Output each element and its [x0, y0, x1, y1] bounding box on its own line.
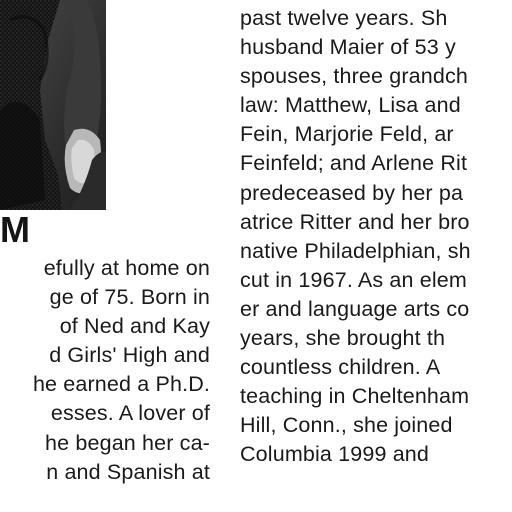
left-text-column [0, 254, 210, 487]
right-column-line: Fein, Marjorie Feld, ar [240, 122, 454, 147]
left-column-line: ge of 75. Born in [49, 285, 210, 310]
right-column-line: spouses, three grandch [240, 64, 469, 89]
right-column-line: er and language arts co [240, 296, 470, 321]
right-column-line: native Philadelphian, sh [240, 238, 471, 263]
right-column-line: past twelve years. Sh [240, 6, 448, 30]
right-column-line: law: Matthew, Lisa and [240, 93, 461, 118]
right-column-line: Columbia 1999 and [240, 442, 430, 467]
left-column-line: n and Spanish at [46, 459, 210, 484]
right-column-line: cut in 1967. As an elem [240, 267, 467, 292]
left-column-line: he began her ca- [45, 430, 210, 455]
right-column-line: countless children. A [240, 355, 441, 380]
right-column-line: atrice Ritter and her bro [240, 209, 470, 234]
right-column-line: Hill, Conn., she joined [240, 413, 453, 438]
portrait-photo [0, 0, 106, 210]
right-column-line: teaching in Cheltenham [240, 384, 470, 409]
right-column-line: husband Maier of 53 y [240, 35, 456, 60]
left-column-line: of Ned and Kay [59, 314, 210, 339]
right-column-line: Feinfeld; and Arlene Rit [240, 151, 468, 176]
left-column-line: d Girls' High and [49, 343, 210, 368]
right-column-line: years, she brought th [240, 326, 446, 351]
right-text-column [240, 4, 512, 470]
right-column-line: predeceased by her pa [240, 180, 464, 205]
obituary-name-heading: M [0, 209, 30, 250]
left-column-line: he earned a Ph.D. [32, 372, 210, 397]
left-column-line: efully at home on [43, 256, 210, 280]
left-column-line: esses. A lover of [50, 401, 210, 426]
